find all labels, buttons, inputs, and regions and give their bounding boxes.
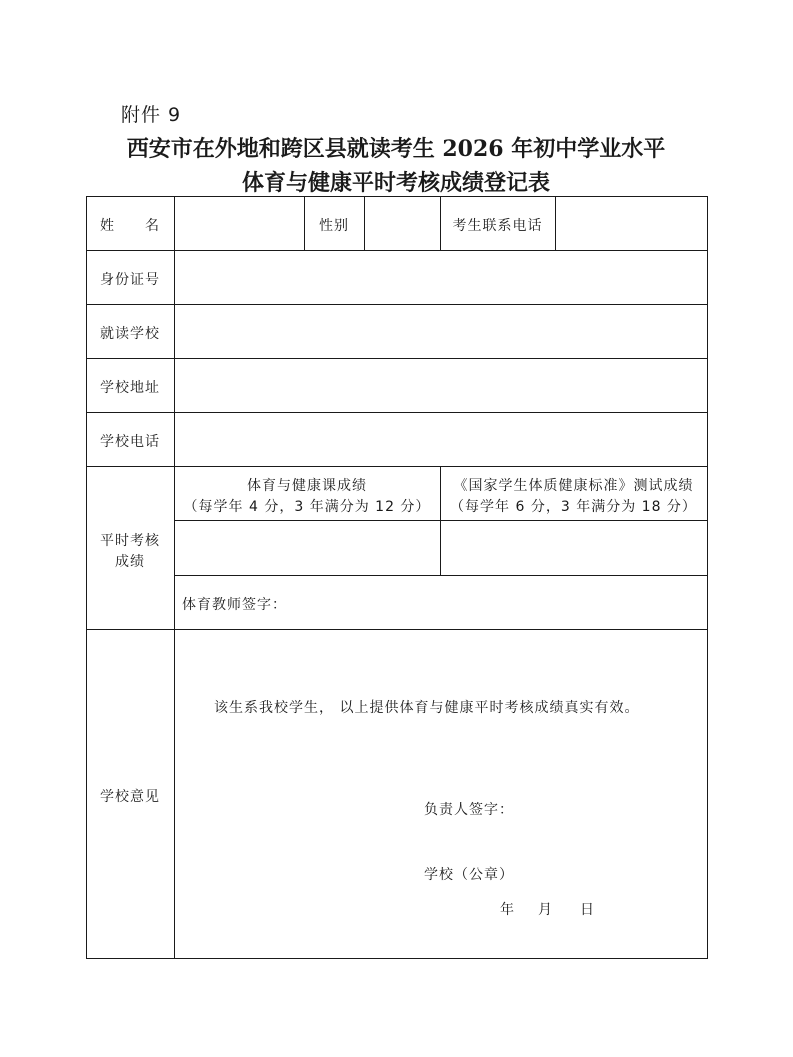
date-year-label: 年 bbox=[500, 902, 515, 918]
gender-label: 性别 bbox=[319, 218, 349, 234]
id-number-label: 身份证号 bbox=[100, 272, 160, 288]
name-label: 姓 名 bbox=[100, 218, 160, 234]
standard-test-score-field[interactable] bbox=[442, 524, 705, 573]
teacher-signature-label: 体育教师签字： bbox=[182, 597, 287, 613]
table-border-right bbox=[707, 196, 708, 959]
row-divider bbox=[86, 304, 708, 305]
opinion-statement: 该生系我校学生， 以上提供体育与健康平时考核成绩真实有效。 bbox=[214, 700, 640, 716]
school-address-field[interactable] bbox=[176, 362, 705, 410]
table-border-top bbox=[86, 196, 708, 197]
row-divider bbox=[86, 466, 708, 467]
form-title-line-1: 西安市在外地和跨区县就读考生 2026 年初中学业水平 bbox=[126, 136, 666, 162]
phone-label: 考生联系电话 bbox=[452, 218, 543, 234]
row-divider bbox=[86, 358, 708, 359]
id-number-field[interactable] bbox=[176, 254, 705, 302]
pe-course-score-field[interactable] bbox=[176, 524, 438, 573]
school-opinion-label: 学校意见 bbox=[100, 789, 160, 805]
table-border-bottom bbox=[86, 958, 708, 959]
name-field[interactable] bbox=[176, 200, 302, 248]
col-divider bbox=[364, 196, 365, 251]
pe-course-header-line-2: （每学年 4 分，3 年满分为 12 分） bbox=[183, 499, 431, 515]
standard-test-header-line-2: （每学年 6 分，3 年满分为 18 分） bbox=[450, 499, 697, 515]
standard-test-header-line-1: 《国家学生体质健康标准》测试成绩 bbox=[453, 478, 694, 494]
responsible-signature-label: 负责人签字： bbox=[424, 802, 514, 818]
pe-course-header-line-1: 体育与健康课成绩 bbox=[247, 478, 367, 494]
usual-score-label-line-1: 平时考核 bbox=[100, 533, 160, 549]
date-month-label: 月 bbox=[538, 902, 553, 918]
school-address-label: 学校地址 bbox=[100, 380, 160, 396]
col-divider bbox=[555, 196, 556, 251]
usual-score-label-line-2: 成绩 bbox=[115, 554, 145, 570]
gender-field[interactable] bbox=[366, 200, 438, 248]
row-divider bbox=[174, 520, 708, 521]
form-title-line-2: 体育与健康平时考核成绩登记表 bbox=[241, 170, 550, 196]
date-day-label: 日 bbox=[580, 902, 595, 918]
school-phone-field[interactable] bbox=[176, 416, 705, 464]
school-field[interactable] bbox=[176, 308, 705, 356]
row-divider bbox=[174, 575, 708, 576]
row-divider bbox=[86, 412, 708, 413]
school-phone-label: 学校电话 bbox=[100, 434, 160, 450]
row-divider bbox=[86, 629, 708, 630]
table-border-left bbox=[86, 196, 87, 959]
school-label: 就读学校 bbox=[100, 326, 160, 342]
attachment-label: 附件 9 bbox=[121, 104, 182, 126]
row-divider bbox=[86, 250, 708, 251]
school-seal-label: 学校（公章） bbox=[424, 867, 514, 883]
phone-field[interactable] bbox=[557, 200, 705, 248]
label-column-divider bbox=[174, 196, 175, 959]
